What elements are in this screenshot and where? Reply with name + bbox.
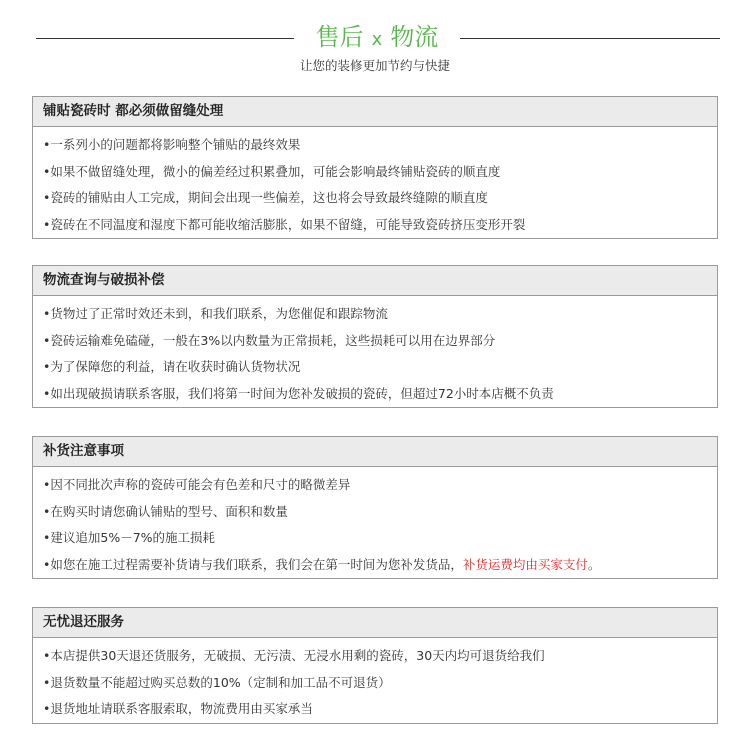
- section-title: 物流查询与破损补偿: [33, 266, 717, 296]
- list-item: •一系列小的问题都将影响整个铺贴的最终效果: [43, 137, 301, 152]
- list-item: •在购买时请您确认铺贴的型号、面积和数量: [43, 503, 288, 519]
- list-item-suffix: 。: [587, 556, 601, 572]
- list-item: •建议追加5%－7%的施工损耗: [43, 530, 216, 545]
- section-body: [33, 638, 717, 723]
- shipping-fee-notice: 补货运费均由买家支付: [462, 556, 588, 572]
- list-item: •货物过了正常时效还未到，和我们联系，为您催促和跟踪物流: [43, 306, 388, 321]
- section-return-service: [32, 607, 718, 724]
- list-item: •退货地址请联系客服索取，物流费用由买家承当: [43, 701, 313, 716]
- section-title: 无忧退还服务: [33, 608, 717, 638]
- list-item: •退货数量不能超过购买总数的10%（定制和加工品不可退货）: [43, 674, 391, 690]
- list-item: •因不同批次声称的瓷砖可能会有色差和尺寸的略微差异: [43, 477, 351, 492]
- list-item: •瓷砖运输难免磕碰，一般在3%以内数量为正常损耗，这些损耗可以用在边界部分: [43, 332, 496, 348]
- list-item-text: •如您在施工过程需要补货请与我们联系，我们会在第一时间为您补发货品，: [43, 556, 463, 572]
- title-after-sales: 售后: [315, 23, 364, 51]
- section-body: [33, 296, 717, 407]
- section-title: 补货注意事项: [33, 437, 717, 467]
- list-item: •如果不做留缝处理，微小的偏差经过积累叠加，可能会影响最终铺贴瓷砖的顺直度: [43, 163, 501, 179]
- section-grout-treatment: [32, 96, 718, 239]
- list-item: •为了保障您的利益，请在收获时确认货物状况: [43, 359, 301, 374]
- list-item: •瓷砖的铺贴由人工完成，期间会出现一些偏差，这也将会导致最终缝隙的顺直度: [43, 190, 488, 205]
- title-separator: x: [371, 29, 383, 50]
- header-divider-left: [36, 38, 294, 39]
- page-title: [294, 20, 460, 57]
- section-body: [33, 467, 717, 578]
- list-item: •如出现破损请联系客服，我们将第一时间为您补发破损的瓷砖，但超过72小时本店概不负责: [43, 385, 554, 401]
- section-logistics-damage: [32, 265, 718, 408]
- list-item: [33, 552, 717, 579]
- section-restock-notes: [32, 436, 718, 579]
- list-item: •本店提供30天退还货服务，无破损、无污渍、无浸水用剩的瓷砖，30天内均可退货给我们: [43, 648, 545, 663]
- list-item: •瓷砖在不同温度和湿度下都可能收缩活膨胀，如果不留缝，可能导致瓷砖挤压变形开裂: [43, 216, 526, 232]
- page-header: [0, 0, 750, 90]
- header-divider-right: [460, 38, 720, 39]
- section-title: 铺贴瓷砖时 都必须做留缝处理: [33, 97, 717, 127]
- page-subtitle: 让您的装修更加节约与快捷: [299, 58, 450, 73]
- section-body: [33, 127, 717, 238]
- title-logistics: 物流: [390, 23, 439, 51]
